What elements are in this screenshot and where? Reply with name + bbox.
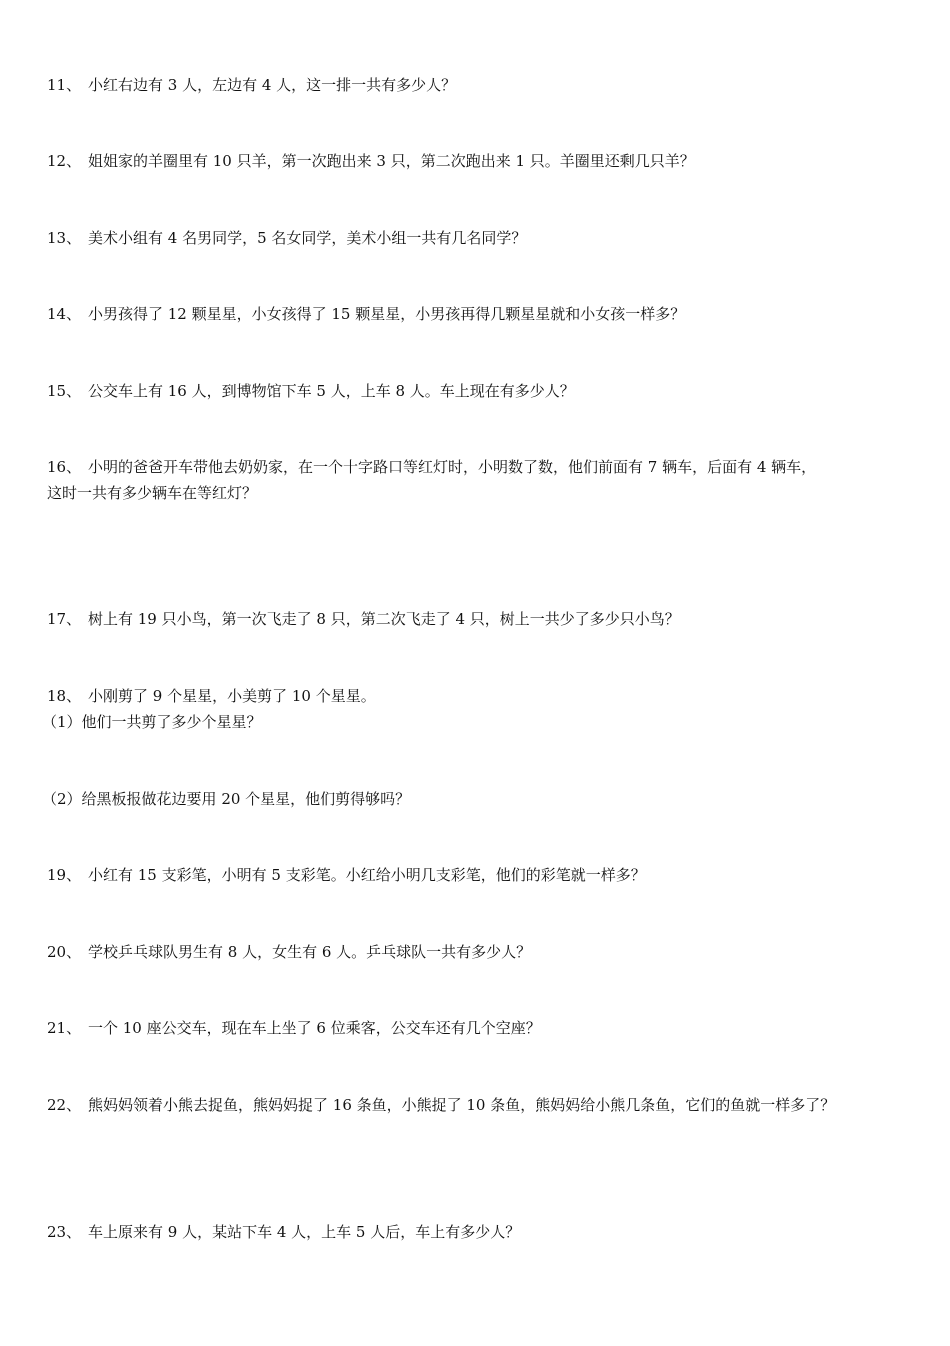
question-18 — [47, 686, 376, 706]
question-text: 美术小组有 4 名男同学，5 名女同学，美术小组一共有几名同学？ — [88, 229, 527, 247]
question-18-part-2: （2）给黑板报做花边要用 20 个星星，他们剪得够吗？ — [42, 790, 411, 808]
question-number: 16、 — [47, 458, 82, 476]
question-number: 13、 — [47, 229, 82, 247]
question-number: 23、 — [47, 1223, 82, 1241]
question-number: 21、 — [47, 1019, 82, 1037]
question-20 — [47, 942, 531, 962]
question-22 — [47, 1095, 835, 1115]
question-number: 12、 — [47, 152, 82, 170]
question-text: 公交车上有 16 人，到博物馆下车 5 人，上车 8 人。车上现在有多少人？ — [88, 382, 575, 400]
question-15 — [47, 381, 575, 401]
question-text: 熊妈妈领着小熊去捉鱼，熊妈妈捉了 16 条鱼，小熊捉了 10 条鱼，熊妈妈给小熊几条鱼，它们的鱼就一样多了？ — [88, 1096, 836, 1114]
question-13 — [47, 228, 526, 248]
question-text: 小红右边有 3 人，左边有 4 人，这一排一共有多少人？ — [88, 76, 457, 94]
question-number: 20、 — [47, 943, 82, 961]
question-text: 小男孩得了 12 颗星星，小女孩得了 15 颗星星，小男孩再得几颗星星就和小女孩一样多？ — [88, 305, 686, 323]
question-number: 17、 — [47, 610, 82, 628]
question-number: 15、 — [47, 382, 82, 400]
question-text: 一个 10 座公交车，现在车上坐了 6 位乘客，公交车还有几个空座？ — [88, 1019, 541, 1037]
question-number: 14、 — [47, 305, 82, 323]
question-text: 小明的爸爸开车带他去奶奶家，在一个十字路口等红灯时，小明数了数，他们前面有 7 辆车，后面有 4 辆车， — [88, 458, 817, 476]
question-21 — [47, 1018, 541, 1038]
question-number: 18、 — [47, 687, 82, 705]
question-text: 姐姐家的羊圈里有 10 只羊，第一次跑出来 3 只，第二次跑出来 1 只。羊圈里还剩几只羊？ — [88, 152, 695, 170]
question-14 — [47, 304, 685, 324]
question-17 — [47, 609, 680, 629]
question-18-part-1: （1）他们一共剪了多少个星星？ — [42, 713, 262, 731]
question-text: 树上有 19 只小鸟，第一次飞走了 8 只，第二次飞走了 4 只，树上一共少了多少只小鸟？ — [88, 610, 680, 628]
question-number: 19、 — [47, 866, 82, 884]
question-text: 小红有 15 支彩笔，小明有 5 支彩笔。小红给小明几支彩笔，他们的彩笔就一样多？ — [88, 866, 646, 884]
question-number: 22、 — [47, 1096, 82, 1114]
question-text: 学校乒乓球队男生有 8 人，女生有 6 人。乒乓球队一共有多少人？ — [88, 943, 532, 961]
question-16-continuation: 这时一共有多少辆车在等红灯？ — [47, 484, 258, 502]
question-text: 车上原来有 9 人，某站下车 4 人，上车 5 人后，车上有多少人？ — [88, 1223, 521, 1241]
question-text: 小刚剪了 9 个星星，小美剪了 10 个星星。 — [88, 687, 376, 705]
question-11 — [47, 75, 456, 95]
question-16 — [47, 457, 816, 477]
question-23 — [47, 1222, 520, 1242]
question-number: 11、 — [47, 76, 82, 94]
question-12 — [47, 151, 695, 171]
question-19 — [47, 865, 646, 885]
